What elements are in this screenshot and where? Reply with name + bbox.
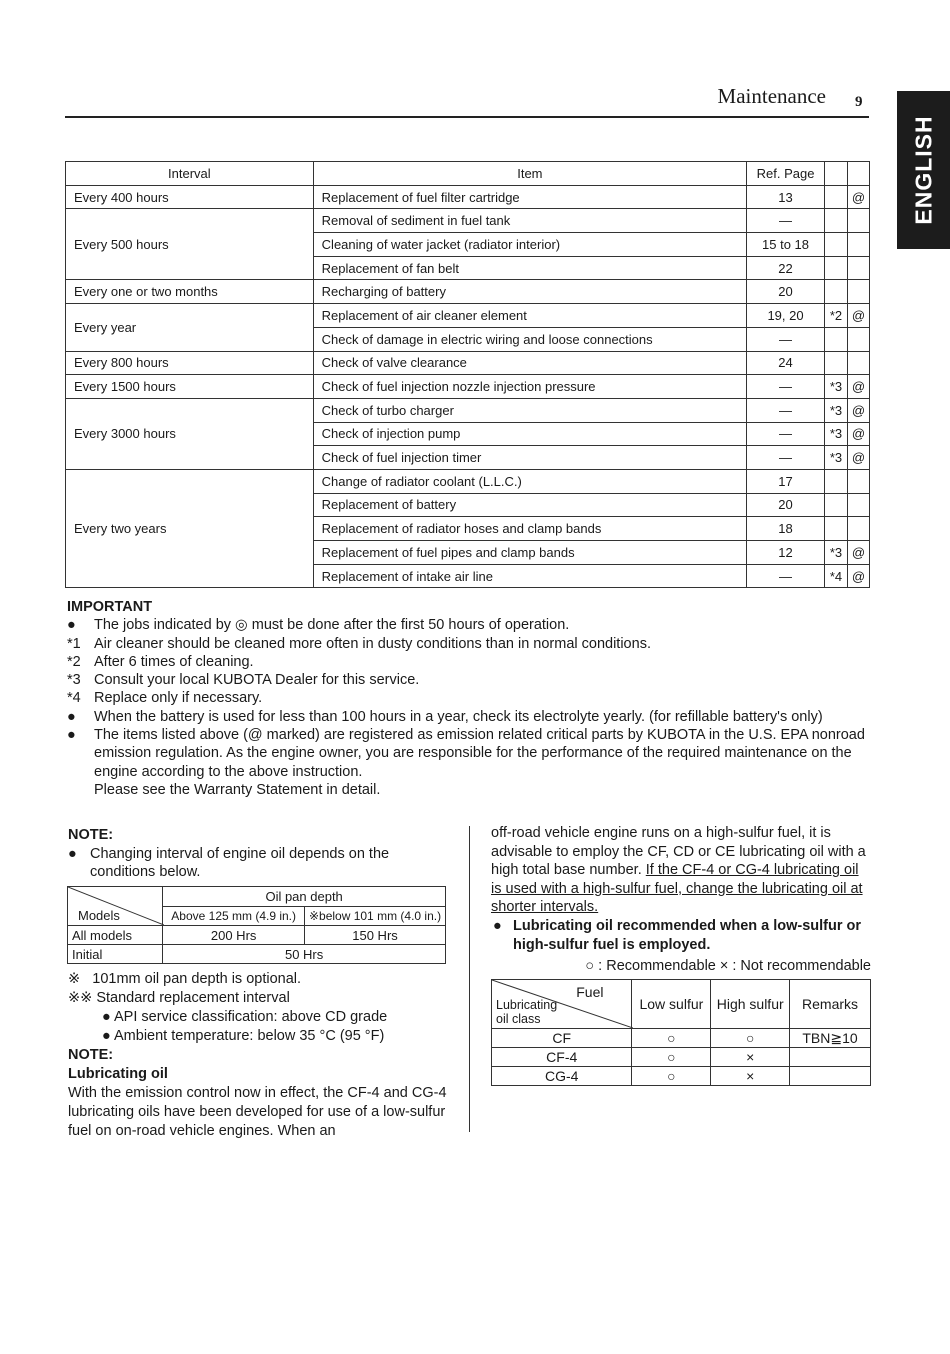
ref-cell: — — [747, 446, 825, 470]
table-row — [66, 185, 870, 209]
oil-change-table — [67, 886, 446, 964]
table-row — [66, 375, 870, 399]
table-row — [66, 304, 870, 328]
note-bullet — [68, 845, 448, 882]
table-row — [492, 1067, 871, 1086]
important-mark: *2 — [67, 653, 81, 670]
interval-cell: Every 1500 hours — [66, 375, 314, 399]
left-column-notes — [68, 970, 453, 1141]
important-mark: *1 — [67, 635, 81, 652]
emission-cell: @ — [847, 398, 869, 422]
emission-cell — [847, 351, 869, 375]
lub-oil-class: CG-4 — [492, 1067, 632, 1086]
emission-cell: @ — [847, 446, 869, 470]
item-cell: Replacement of intake air line — [313, 564, 746, 588]
note-cell: *3 — [824, 375, 847, 399]
important-text: After 6 times of cleaning. — [94, 653, 254, 670]
bullet-icon: ● — [493, 917, 502, 934]
maintenance-table — [65, 161, 870, 588]
legend: ○ : Recommendable × : Not recommendable — [585, 958, 871, 975]
lub-high: × — [711, 1067, 790, 1086]
item-cell: Removal of sediment in fuel tank — [313, 209, 746, 233]
important-line — [67, 616, 873, 634]
note-cell: *3 — [824, 446, 847, 470]
lub-header-remarks: Remarks — [790, 980, 871, 1029]
header-item: Item — [313, 162, 746, 186]
emission-cell — [847, 493, 869, 517]
lub-remarks — [790, 1048, 871, 1067]
item-cell: Cleaning of water jacket (radiator interior) — [313, 233, 746, 257]
ref-cell: 19, 20 — [747, 304, 825, 328]
table-header-row — [66, 162, 870, 186]
important-line — [67, 671, 873, 689]
note-cell: *2 — [824, 304, 847, 328]
bullet-icon: ● — [102, 1009, 111, 1025]
header-note — [824, 162, 847, 186]
ref-cell: 22 — [747, 256, 825, 280]
lub-low: ○ — [632, 1029, 711, 1048]
oil-table-corner — [68, 887, 163, 926]
important-heading: IMPORTANT — [67, 599, 153, 615]
bold-bullet — [491, 917, 871, 954]
note2-heading: NOTE: — [68, 1047, 114, 1063]
note-cell: *3 — [824, 398, 847, 422]
oil-table-col2: ※below 101 mm (4.0 in.) — [305, 906, 446, 926]
note-cell — [824, 351, 847, 375]
important-text: Air cleaner should be cleaned more often in dusty conditions than in normal conditions. — [94, 635, 651, 652]
emission-cell: @ — [847, 304, 869, 328]
ref-cell: 13 — [747, 185, 825, 209]
sub-bullet-text: API service classification: above CD grade — [114, 1009, 388, 1025]
ref-cell: 24 — [747, 351, 825, 375]
lub-high: ○ — [711, 1029, 790, 1048]
right-paragraph — [491, 824, 871, 917]
important-line — [67, 781, 873, 799]
page-number: 9 — [855, 94, 863, 110]
header-rule — [65, 116, 869, 118]
item-cell: Change of radiator coolant (L.L.C.) — [313, 469, 746, 493]
oil-table-row-label: All models — [68, 926, 163, 945]
important-mark: *3 — [67, 672, 81, 689]
footnote-mark: ※※ — [68, 990, 93, 1006]
underlined-text: If the CF-4 or CG-4 lubricating oil is used with a high-sulfur fuel, change the lubricating oil at shorter intervals. — [491, 862, 863, 916]
item-cell: Replacement of fuel pipes and clamp bands — [313, 541, 746, 565]
important-line — [67, 635, 873, 653]
ref-cell: 15 to 18 — [747, 233, 825, 257]
column-divider — [469, 826, 470, 1132]
ref-cell: 17 — [747, 469, 825, 493]
emission-cell: @ — [847, 564, 869, 588]
item-cell: Check of fuel injection timer — [313, 446, 746, 470]
table-row — [492, 1029, 871, 1048]
emission-cell — [847, 256, 869, 280]
note-cell — [824, 209, 847, 233]
note-cell: *4 — [824, 564, 847, 588]
oil-table-header-group: Oil pan depth — [163, 887, 446, 907]
important-text: When the battery is used for less than 100 hours in a year, check its electrolyte yearly. (for refillable battery's only) — [94, 708, 823, 725]
important-text: Please see the Warranty Statement in detail. — [94, 781, 381, 798]
header-emission — [847, 162, 869, 186]
ref-cell: — — [747, 327, 825, 351]
table-row — [68, 945, 446, 964]
note-cell — [824, 185, 847, 209]
oil-table-cell: 200 Hrs — [163, 926, 305, 945]
emission-cell: @ — [847, 375, 869, 399]
item-cell: Recharging of battery — [313, 280, 746, 304]
ref-cell: 20 — [747, 493, 825, 517]
table-row — [68, 926, 446, 945]
footnote — [68, 970, 453, 989]
continued-text: off-road vehicle engine runs on a high-sulfur fuel, it is advisable to employ the CF, CD or CE lubricating oil with a high total base number. — [491, 825, 866, 879]
ref-cell: 18 — [747, 517, 825, 541]
ref-cell: 20 — [747, 280, 825, 304]
interval-cell: Every 3000 hours — [66, 398, 314, 469]
item-cell: Check of turbo charger — [313, 398, 746, 422]
important-text: Replace only if necessary. — [94, 690, 263, 707]
emission-cell: @ — [847, 541, 869, 565]
item-cell: Replacement of battery — [313, 493, 746, 517]
emission-cell — [847, 209, 869, 233]
lub-table-corner-top: Fuel — [576, 984, 604, 1000]
lub-table-corner — [492, 980, 632, 1029]
note-cell — [824, 517, 847, 541]
lub-table-corner-bottom — [496, 998, 557, 1026]
lub-oil-class: CF — [492, 1029, 632, 1048]
ref-cell: — — [747, 564, 825, 588]
emission-cell — [847, 233, 869, 257]
important-mark: ● — [67, 727, 76, 744]
corner-bottom-line-2: oil class — [496, 1012, 541, 1026]
note-cell — [824, 493, 847, 517]
oil-table-cell: 50 Hrs — [163, 945, 446, 964]
lub-text: With the emission control now in effect, the CF-4 and CG-4 lubricating oils have been developed for use of a low-sulfur fuel on on-road vehicle engines. When an — [68, 1085, 447, 1139]
note-cell — [824, 280, 847, 304]
lub-remarks — [790, 1067, 871, 1086]
lub-low: ○ — [632, 1048, 711, 1067]
lub-remarks: TBN≧10 — [790, 1029, 871, 1048]
header-ref-page: Ref. Page — [747, 162, 825, 186]
item-cell: Check of injection pump — [313, 422, 746, 446]
ref-cell: — — [747, 375, 825, 399]
important-mark: ● — [67, 617, 76, 634]
important-mark: ● — [67, 708, 76, 725]
footnote — [68, 989, 453, 1008]
important-line — [67, 708, 873, 726]
note-cell — [824, 469, 847, 493]
lub-low: ○ — [632, 1067, 711, 1086]
oil-table-corner-label: Models — [78, 908, 120, 923]
sub-bullet — [68, 1027, 453, 1046]
interval-cell: Every 800 hours — [66, 351, 314, 375]
table-row — [66, 209, 870, 233]
ref-cell: — — [747, 209, 825, 233]
left-column-intro — [68, 826, 448, 882]
lub-header-high: High sulfur — [711, 980, 790, 1029]
emission-cell: @ — [847, 422, 869, 446]
corner-bottom-line-1: Lubricating — [496, 998, 558, 1012]
table-row — [492, 1048, 871, 1067]
important-section — [67, 598, 873, 799]
header-interval: Interval — [66, 162, 314, 186]
note-cell: *3 — [824, 541, 847, 565]
emission-cell — [847, 280, 869, 304]
ref-cell: 12 — [747, 541, 825, 565]
oil-table-col1: Above 125 mm (4.9 in.) — [163, 906, 305, 926]
table-row — [66, 280, 870, 304]
item-cell: Replacement of radiator hoses and clamp bands — [313, 517, 746, 541]
emission-cell: @ — [847, 185, 869, 209]
footnote-text: Standard replacement interval — [96, 990, 290, 1006]
item-cell: Check of valve clearance — [313, 351, 746, 375]
lubricating-oil-table — [491, 979, 871, 1086]
important-text: The items listed above (@ marked) are registered as emission related critical parts by KUBOTA in the U.S. EPA nonroad emission regulation. As the engine owner, you are responsible for the performance of the required maintenance on the engine according to the above instruction. — [94, 727, 865, 780]
language-tab — [897, 91, 950, 249]
table-row — [66, 398, 870, 422]
interval-cell: Every 500 hours — [66, 209, 314, 280]
important-line — [67, 689, 873, 707]
note-cell: *3 — [824, 422, 847, 446]
note-bullet-text: Changing interval of engine oil depends on the conditions below. — [90, 845, 390, 880]
lub-oil-class: CF-4 — [492, 1048, 632, 1067]
emission-cell — [847, 469, 869, 493]
page-title: Maintenance — [717, 84, 826, 108]
oil-table-cell: 150 Hrs — [305, 926, 446, 945]
item-cell: Replacement of fan belt — [313, 256, 746, 280]
note-cell — [824, 327, 847, 351]
lub-header-low: Low sulfur — [632, 980, 711, 1029]
important-line — [67, 726, 873, 781]
item-cell: Check of fuel injection nozzle injection pressure — [313, 375, 746, 399]
interval-cell: Every one or two months — [66, 280, 314, 304]
bullet-icon: ● — [102, 1028, 111, 1044]
right-column — [491, 824, 871, 976]
important-text: Consult your local KUBOTA Dealer for this service. — [94, 672, 420, 689]
sub-bullet-text: Ambient temperature: below 35 °C (95 °F) — [114, 1028, 385, 1044]
important-mark: *4 — [67, 690, 81, 707]
lub-heading: Lubricating oil — [68, 1066, 168, 1082]
language-tab-label: ENGLISH — [910, 115, 936, 225]
item-cell: Replacement of air cleaner element — [313, 304, 746, 328]
ref-cell: — — [747, 398, 825, 422]
emission-cell — [847, 517, 869, 541]
interval-cell: Every two years — [66, 469, 314, 587]
interval-cell: Every year — [66, 304, 314, 351]
lub-high: × — [711, 1048, 790, 1067]
important-text: The jobs indicated by ◎ must be done after the first 50 hours of operation. — [94, 617, 570, 634]
oil-table-row-label: Initial — [68, 945, 163, 964]
note-heading: NOTE: — [68, 827, 114, 843]
bullet-icon: ● — [68, 845, 77, 862]
interval-cell: Every 400 hours — [66, 185, 314, 209]
item-cell: Replacement of fuel filter cartridge — [313, 185, 746, 209]
footnote-mark: ※ — [68, 971, 81, 987]
item-cell: Check of damage in electric wiring and loose connections — [313, 327, 746, 351]
sub-bullet — [68, 1008, 453, 1027]
note-cell — [824, 256, 847, 280]
footnote-text: 101mm oil pan depth is optional. — [92, 971, 302, 987]
important-line — [67, 653, 873, 671]
table-row — [66, 469, 870, 493]
note-cell — [824, 233, 847, 257]
emission-cell — [847, 327, 869, 351]
bold-bullet-text: Lubricating oil recommended when a low-sulfur or high-sulfur fuel is employed. — [513, 917, 862, 953]
table-row — [66, 351, 870, 375]
ref-cell: — — [747, 422, 825, 446]
